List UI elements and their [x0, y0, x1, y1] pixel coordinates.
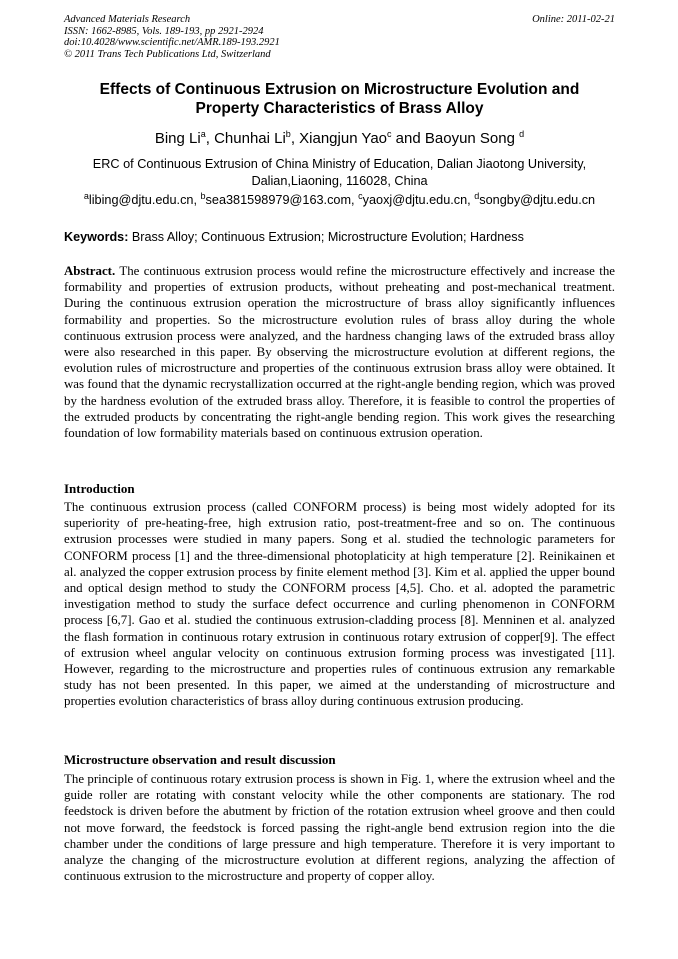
author-separator: ,	[290, 130, 300, 147]
journal-doi[interactable]: doi:10.4028/www.scientific.net/AMR.189-193.2921	[64, 37, 280, 49]
author-name: Bing Li	[154, 130, 201, 147]
email-mark: b	[200, 190, 206, 201]
author-name: Xiangjun Yao	[299, 130, 388, 147]
affiliation-line-1: ERC of Continuous Extrusion of China Ministry of Education, Dalian Jiaotong University,	[92, 157, 587, 171]
affiliation-line-2: Dalian,Liaoning, 116028, China	[251, 173, 428, 188]
microstructure-text: The principle of continuous rotary extrusion process is shown in Fig. 1, where the extrusion wheel and the guide roller are rotating with constant velocity while the other components are stationary. The rod feedstock is driven before the abutment by friction of the rotation extrusion wheel groove and then could not move forward, the feedstock is forced passing the right-angle bend extrusion region into the die chamber under the conditions of large pressure and high temperature. Therefore it is very important to analyze the changing of the microstructure evolution at different regions, analyzing the affection of continuous extrusion to the microstructure and property of copper alloy.	[64, 772, 615, 884]
title-line-1: Effects of Continuous Extrusion on Microstructure Evolution and	[99, 81, 580, 98]
journal-issn: ISSN: 1662-8985, Vols. 189-193, pp 2921-2924	[64, 25, 264, 37]
email-address[interactable]: sea381598979@163.com,	[205, 193, 359, 207]
affiliation	[64, 156, 615, 189]
keywords-text: Brass Alloy; Continuous Extrusion; Microstructure Evolution; Hardness	[128, 230, 524, 244]
email-address[interactable]: yaoxj@djtu.edu.cn,	[362, 193, 475, 207]
title-line-2: Property Characteristics of Brass Alloy	[195, 100, 484, 117]
journal-copyright: © 2011 Trans Tech Publications Ltd, Switzerland	[64, 48, 271, 60]
author-mark: d	[519, 129, 525, 139]
author-2	[214, 130, 299, 147]
email-mark: c	[358, 190, 363, 201]
email-address[interactable]: songby@djtu.edu.cn	[479, 193, 596, 207]
author-mark: b	[285, 129, 291, 139]
introduction-text: The continuous extrusion process (called CONFORM process) is being most widely adopted for its superiority of pre-heating-free, high extrusion ratio, post-treatment-free and so on. The continuous extrusion processes were studied in many papers. Song et al. studied the technologic parameters for CONFORM process [1] and the three-dimensional photoplaticity at high temperature [2]. Reinikainen et al. analyzed the copper extrusion process by finite element method [3]. Kim et al. applied the upper bound and optical design method to study the CONFORM process [4,5]. Cho. et al. adopted the parametric investigation method to study the surface defect occurrence and curling phenomenon in CONFORM process [6,7]. Gao et al. studied the continuous extrusion-cladding process [8]. Menninen et al. analyzed the flash formation in continuous rotary extrusion in continuous rotary extrusion of copper[9]. The effect of extrusion wheel angular velocity on continuous extrusion forming process was investigated [11]. However, regarding to the microstructure and properties rules of continuous extrusion any remarkable study has not been presented. In this paper, we aimed at the understanding of microstructure and properties evolution characteristics of brass alloy during continuous extrusion producing.	[64, 500, 615, 709]
author-mark: a	[200, 129, 206, 139]
journal-header	[64, 14, 615, 60]
email-mark: d	[474, 190, 480, 201]
section-heading-microstructure: Microstructure observation and result discussion	[64, 752, 336, 767]
abstract	[64, 263, 615, 441]
email-list	[64, 192, 615, 208]
keywords	[64, 229, 615, 245]
author-separator: and	[391, 130, 425, 147]
author-name: Chunhai Li	[214, 130, 286, 147]
author-separator: ,	[205, 130, 215, 147]
author-name: Baoyun Song	[424, 130, 515, 147]
email-mark: a	[83, 190, 89, 201]
section-heading-introduction: Introduction	[64, 481, 135, 496]
paper-title	[64, 80, 615, 118]
keywords-label: Keywords:	[64, 230, 129, 244]
author-mark: c	[387, 129, 392, 139]
abstract-label: Abstract.	[64, 264, 116, 278]
abstract-text: The continuous extrusion process would refine the microstructure effectively and increase the formability and properties of extrusion products, without preheating and post-mechanical treatment. During the continuous extrusion operation the microstructure of brass alloy significantly influences formability and properties. So the microstructure evolution rules of brass alloy during the whole continuous extrusion process were analyzed, and the hardness changing laws of the extruded brass alloy were also researched in this paper. By observing the microstructure evolution at different regions, the evolution rules of microstructure and properties of the continuous extrusion brass alloy were obtained. It was found that the dynamic recrystallization occurred at the right-angle bending region, which was proved by the hardness evolution of the extruded brass alloy. Therefore, it is feasible to control the properties of the extruded products by concentrating the right-angle bending region. This work gives the researching foundation of low formability materials based on continuous extrusion operation.	[64, 264, 615, 441]
author-4	[425, 130, 524, 147]
email-address[interactable]: libing@djtu.edu.cn,	[88, 193, 201, 207]
author-1	[155, 130, 214, 147]
author-3	[299, 130, 425, 147]
online-date: Online: 2011-02-21	[532, 14, 615, 25]
author-list	[64, 130, 615, 148]
journal-name: Advanced Materials Research	[64, 14, 191, 25]
